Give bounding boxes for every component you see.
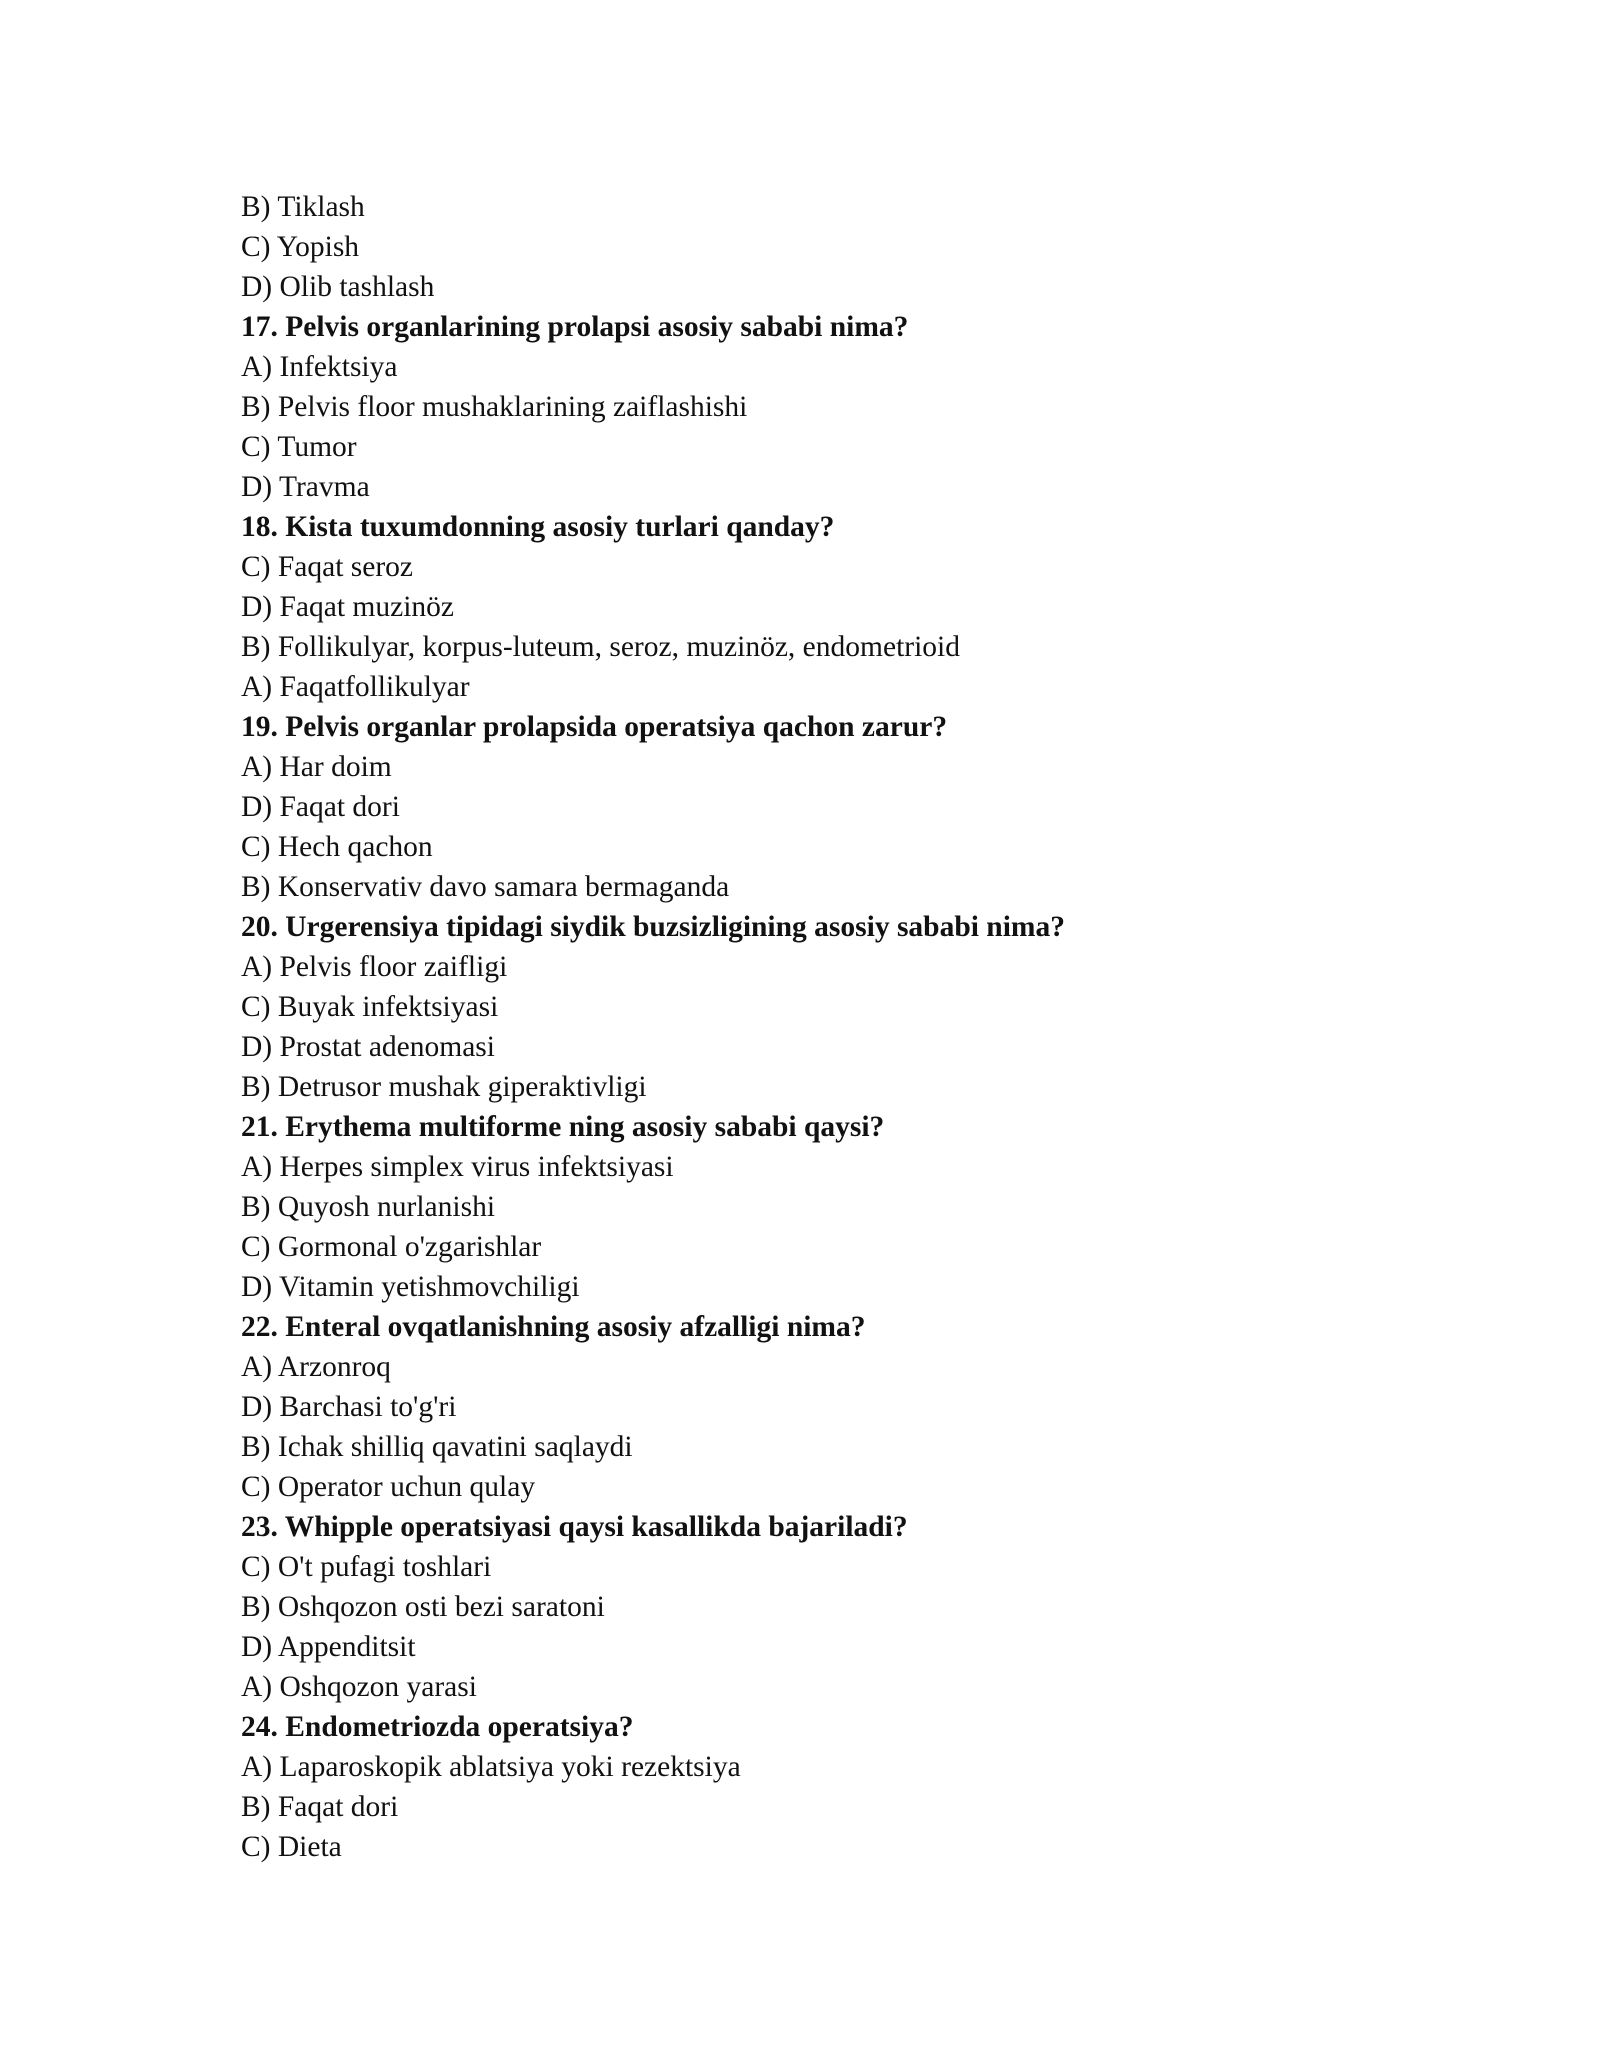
answer-option: C) Hech qachon [241,831,433,863]
question-text: 22. Enteral ovqatlanishning asosiy afzalligi nima? [241,1311,866,1343]
answer-option: B) Detrusor mushak giperaktivligi [241,1071,647,1103]
answer-option: B) Quyosh nurlanishi [241,1191,496,1223]
question-text: 24. Endometriozda operatsiya? [241,1711,634,1743]
answer-option: C) O't pufagi toshlari [241,1551,492,1583]
answer-option: D) Vitamin yetishmovchiligi [241,1271,580,1303]
answer-option: D) Barchasi to'g'ri [241,1391,457,1423]
question-text: 23. Whipple operatsiyasi qaysi kasallikda bajariladi? [241,1511,908,1543]
answer-option: D) Olib tashlash [241,271,435,303]
answer-option: B) Pelvis floor mushaklarining zaiflashishi [241,391,748,423]
answer-option: A) Infektsiya [241,351,398,383]
question-text: 21. Erythema multiforme ning asosiy sababi qaysi? [241,1111,885,1143]
answer-option: B) Oshqozon osti bezi saratoni [241,1591,605,1623]
answer-option: B) Konservativ davo samara bermaganda [241,871,730,903]
answer-option: C) Tumor [241,431,357,463]
answer-option: C) Operator uchun qulay [241,1471,536,1503]
answer-option: A) Har doim [241,751,392,783]
question-text: 18. Kista tuxumdonning asosiy turlari qanday? [241,511,835,543]
answer-option: B) Ichak shilliq qavatini saqlaydi [241,1431,633,1463]
answer-option: D) Faqat muzinöz [241,591,454,623]
answer-option: C) Faqat seroz [241,551,414,583]
question-text: 20. Urgerensiya tipidagi siydik buzsizligining asosiy sababi nima? [241,911,1065,943]
question-text: 19. Pelvis organlar prolapsida operatsiya qachon zarur? [241,711,948,743]
answer-option: C) Buyak infektsiyasi [241,991,499,1023]
answer-option: C) Gormonal o'zgarishlar [241,1231,542,1263]
answer-option: A) Herpes simplex virus infektsiyasi [241,1151,674,1183]
question-text: 17. Pelvis organlarining prolapsi asosiy sababi nima? [241,311,909,343]
answer-option: B) Tiklash [241,191,365,223]
answer-option: A) Oshqozon yarasi [241,1671,477,1703]
answer-option: C) Yopish [241,231,360,263]
answer-option: D) Prostat adenomasi [241,1031,495,1063]
answer-option: A) Laparoskopik ablatsiya yoki rezektsiya [241,1751,741,1783]
quiz-content [241,187,1441,1867]
answer-option: A) Arzonroq [241,1351,391,1383]
answer-option: A) Faqatfollikulyar [241,671,470,703]
answer-option: A) Pelvis floor zaifligi [241,951,508,983]
answer-option: B) Faqat dori [241,1791,399,1823]
answer-option: C) Dieta [241,1831,342,1863]
answer-option: B) Follikulyar, korpus-luteum, seroz, muzinöz, endometrioid [241,631,960,663]
answer-option: D) Appenditsit [241,1631,416,1663]
answer-option: D) Faqat dori [241,791,400,823]
answer-option: D) Travma [241,471,370,503]
